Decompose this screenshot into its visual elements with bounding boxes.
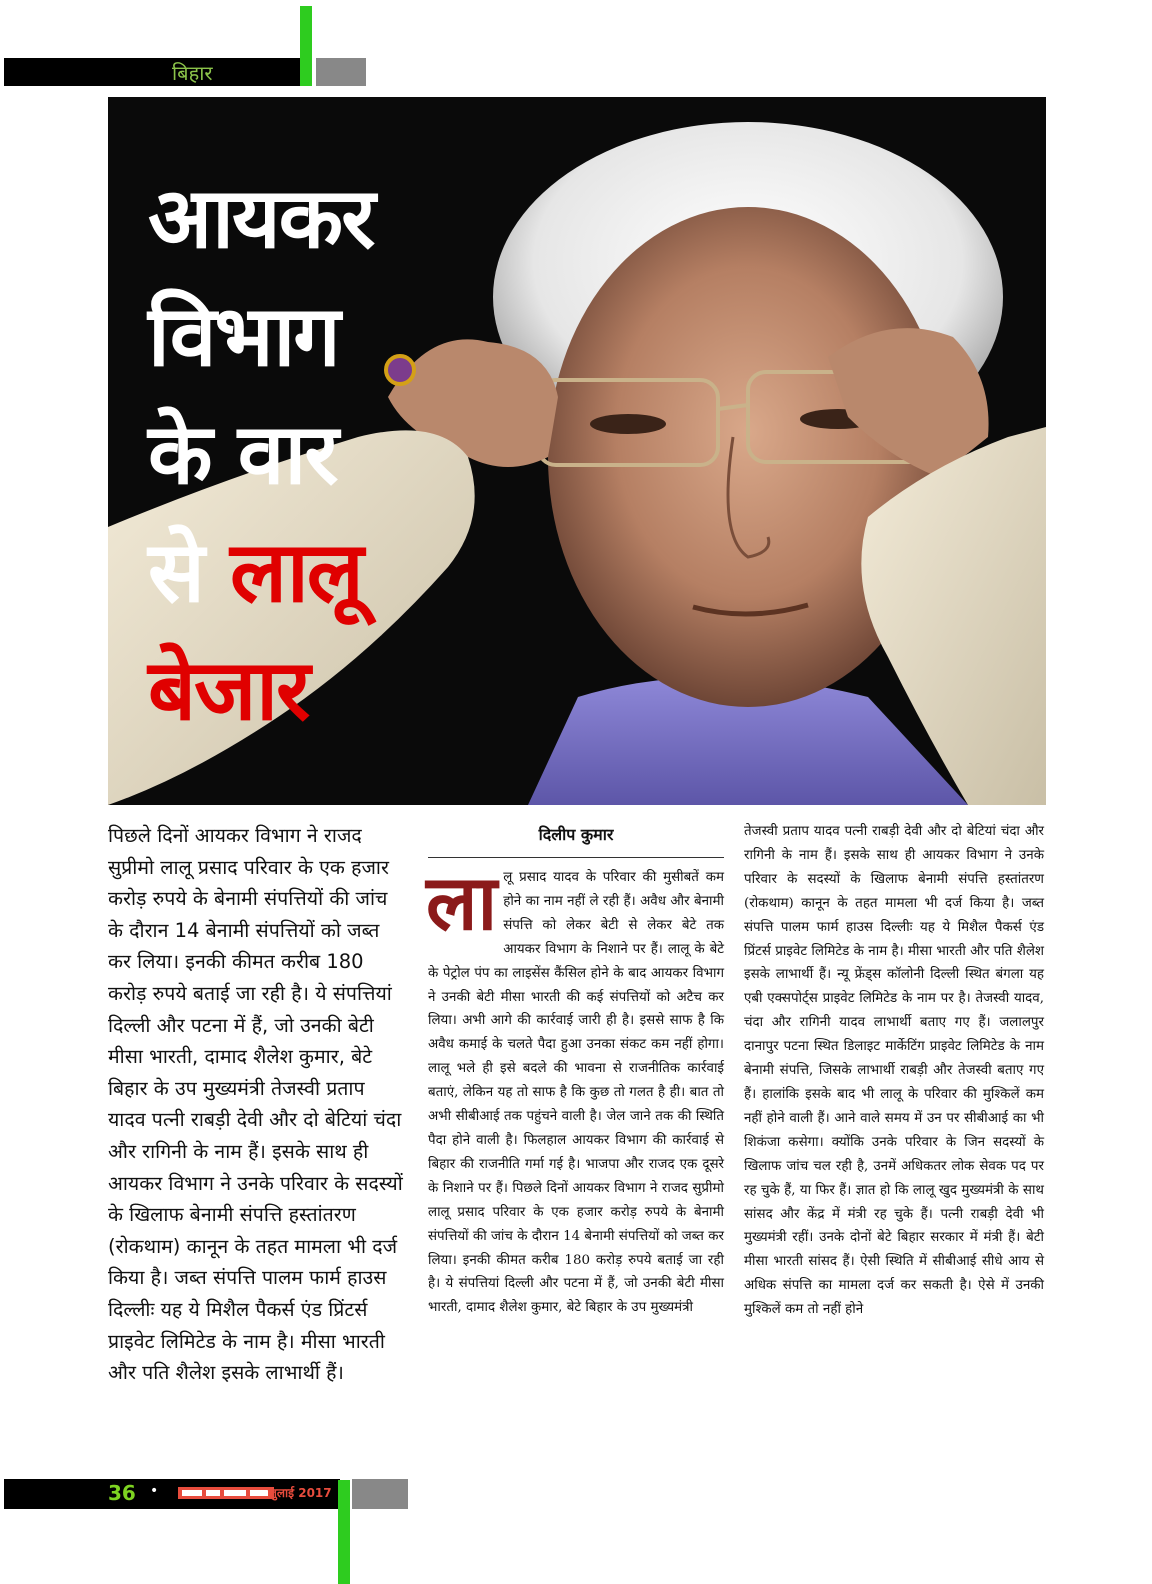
page-number: 36 — [108, 1481, 136, 1505]
article-column-2: तेजस्वी प्रताप यादव पत्नी राबड़ी देवी और दो बेटियां चंदा और रागिनी के नाम हैं। इसके साथ ही आयकर विभाग ने उनके परिवार के सदस्यों के खिलाफ बेनामी संपत्ति हस्तांतरण (रोकथाम) कानून के तहत मामला भी दर्ज किया है। जब्त संपत्ति पालम फार्म हाउस दिल्लीः यह ये मिशैल पैकर्स एंड प्रिंटर्स प्राइवेट लिमिटेड के नाम है। मीसा भारती और पति शैलेश इसके लाभार्थी हैं। न्यू फ्रेंड्स कॉलोनी दिल्ली स्थित बंगला यह एबी एक्सपोर्ट्स प्राइवेट लिमिटेड के नाम पर है। तेजस्वी यादव, चंदा और रागिनी यादव लाभार्थी बताए गए हैं। जलालपुर दानापुर पटना स्थित डिलाइट मार्केटिंग प्राइवेट लिमिटेड के नाम बेनामी संपत्ति, जिसके लाभार्थी राबड़ी और तेजस्वी बताए गए हैं। हालांकि इसके बाद भी लालू के परिवार की मुश्किलें कम नहीं होने वाली हैं। आने वाले समय में उन पर सीबीआई का भी शिकंजा कसेगा। क्योंकि उनके परिवार के जिन सदस्यों के खिलाफ जांच चल रही है, उनमें अधिकतर लोक सेवक पद पर रह चुके हैं, या फिर हैं। ज्ञात हो कि लालू खुद मुख्यमंत्री के साथ सांसद और केंद्र में मंत्री रह चुके हैं। पत्नी राबड़ी देवी भी मुख्यमंत्री रहीं। उनके दोनों बेटे बिहार सरकार में मंत्री हैं। बेटी मीसा भारती सांसद हैं। ऐसी स्थिति में सीबीआई सीधे आय से अधिक संपत्ति का मामला दर्ज कर सकती है। ऐसे में उनकी मुश्किलें कम तो नहीं होने — [744, 824, 1044, 1318]
headline-line-3: के वार — [148, 405, 337, 503]
footer-bullet: • — [150, 1483, 159, 1499]
headline-line-1: आयकर — [148, 169, 374, 267]
dropcap: ला — [426, 858, 498, 947]
section-label: बिहार — [172, 61, 213, 85]
headline-prefix: से — [148, 523, 203, 621]
footer-bar — [4, 1479, 340, 1509]
headline-line-2: विभाग — [148, 287, 339, 385]
byline: दिलीप कुमार — [538, 825, 614, 844]
hero-photo — [108, 97, 1046, 805]
headline-line-4 — [148, 513, 478, 631]
summary-column: पिछले दिनों आयकर विभाग ने राजद सुप्रीमो लालू प्रसाद परिवार के एक हजार करोड़ रुपये के बेनामी संपत्तियों की जांच के दौरान 14 बेनामी संपत्तियों को जब्त कर लिया। इनकी कीमत करीब 180 करोड़ रुपये बताई जा रही है। ये संपत्तियां दिल्ली और पटना में हैं, जो उनकी बेटी मीसा भारती, दामाद शैलेश कुमार, बेटे बिहार के उप मुख्यमंत्री तेजस्वी प्रताप यादव पत्नी राबड़ी देवी और दो बेटियां चंदा और रागिनी के नाम हैं। इसके साथ ही आयकर विभाग ने उनके परिवार के सदस्यों के खिलाफ बेनामी संपत्ति हस्तांतरण (रोकथाम) कानून के तहत मामला भी दर्ज किया है। जब्त संपत्ति पालम फार्म हाउस दिल्लीः यह ये मिशैल पैकर्स एंड प्रिंटर्स प्राइवेट लिमिटेड के नाम है। मीसा भारती और पति शैलेश इसके लाभार्थी हैं। — [108, 824, 403, 1385]
article-column-1 — [426, 858, 724, 1320]
footer-gray-block — [352, 1479, 408, 1509]
footer-accent-bar — [338, 1480, 350, 1584]
headline — [148, 159, 478, 749]
headline-line-5: बेजार — [148, 641, 309, 739]
header-accent-bar — [300, 6, 312, 86]
section-header-bar — [4, 58, 300, 86]
headline-red-word: लालू — [230, 523, 362, 621]
byline-block — [428, 820, 724, 858]
issue-date: जुलाई 2017 — [268, 1486, 332, 1500]
article-text-1: लू प्रसाद यादव के परिवार की मुसीबतें कम होने का नाम नहीं ले रही हैं। अवैध और बेनामी संपत्ति को लेकर बेटी से लेकर बेटे तक आयकर विभाग के निशाने पर हैं। लालू के बेटे के पेट्रोल पंप का लाइसेंस कैंसिल होने के बाद आयकर विभाग ने उनकी बेटी मीसा भारती की कई संपत्तियों को अटैच कर लिया। अभी आगे की कार्रवाई जारी ही है। इससे साफ है कि अवैध कमाई के चलते पैदा हुआ उनका संकट कम नहीं होगा। लालू भले ही इसे बदले की भावना से राजनीतिक कार्रवाई बताएं, लेकिन यह तो साफ है कि कुछ तो गलत है ही। बात तो अभी सीबीआई तक पहुंचने वाली है। जेल जाने तक की स्थिति पैदा होने वाली है। फिलहाल आयकर विभाग की कार्रवाई से बिहार की राजनीति गर्मा गई है। भाजपा और राजद एक दूसरे के निशाने पर हैं। पिछले दिनों आयकर विभाग ने राजद सुप्रीमो लालू प्रसाद परिवार के एक हजार करोड़ रुपये के बेनामी संपत्तियों की जांच के दौरान 14 बेनामी संपत्तियों को जब्त कर लिया। इनकी कीमत करीब 180 करोड़ रुपये बताई जा रही है। ये संपत्तियां दिल्ली और पटना में हैं, जो उनकी बेटी मीसा भारती, दामाद शैलेश कुमार, बेटे बिहार के उप मुख्यमंत्री — [428, 870, 724, 1316]
header-gray-block — [316, 58, 366, 86]
